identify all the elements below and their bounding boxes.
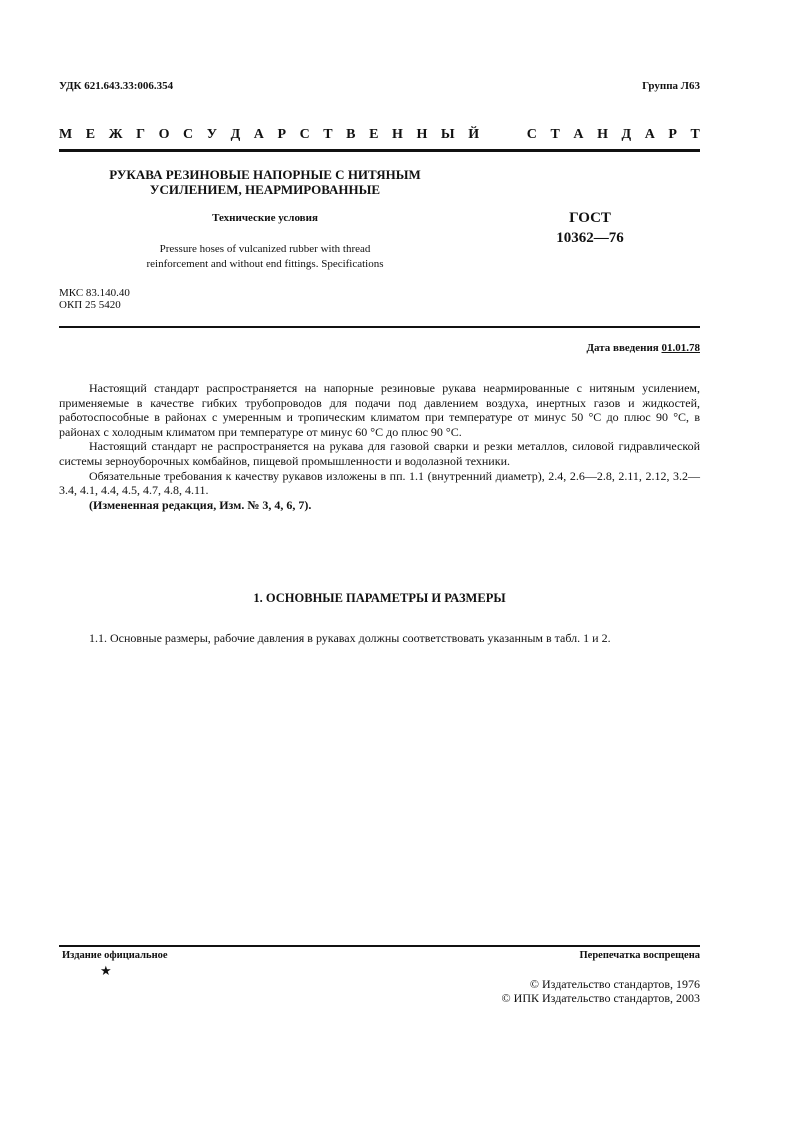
banner-letter: А — [644, 127, 655, 142]
banner-letter: Т — [323, 127, 333, 142]
intro-date — [586, 342, 700, 354]
banner-letter: Н — [391, 127, 403, 142]
copyright-2003: © ИПК Издательство стандартов, 2003 — [501, 991, 700, 1005]
intro-date-value: 01.01.78 — [661, 342, 700, 354]
banner-letter — [493, 127, 497, 143]
banner-letter: Р — [668, 127, 677, 142]
banner-letter: С — [299, 127, 310, 142]
banner-letter: Р — [277, 127, 287, 142]
english-title-line-2: reinforcement and without end fittings. Specifications — [146, 258, 384, 270]
reprint-prohibited-label: Перепечатка воспрещена — [579, 950, 700, 961]
requirements-paragraph: Обязательные требования к качеству рукавов изложены в пп. 1.1 (внутренний диаметр), 2.4, 2.6—2.8, 2.11, 2.12, 3.2—3.4, 4.1, 4.4, 4.5, 4.7, 4.8, 4.11. — [59, 468, 700, 498]
banner-letter: А — [573, 127, 584, 142]
banner-letter: Ы — [440, 127, 455, 142]
banner-letter: Д — [230, 127, 241, 142]
banner-letter: В — [346, 127, 356, 142]
english-title-line-1: Pressure hoses of vulcanized rubber with thread — [159, 243, 371, 255]
banner-letter: Ж — [108, 127, 123, 142]
group-code: Группа Л63 — [642, 80, 700, 92]
mks-code: МКС 83.140.40 — [59, 287, 130, 299]
footer-rule — [59, 945, 700, 947]
intro-date-label: Дата введения — [586, 342, 659, 354]
exclusion-paragraph: Настоящий стандарт не распространяется на рукава для газовой сварки и резки металлов, силовой гидравлической системы зерноуборочных комбайнов, пищевой промышленности и водолазной техники. — [59, 439, 700, 468]
banner-letter: У — [206, 127, 217, 142]
section-1-text — [59, 631, 700, 646]
english-title — [60, 242, 470, 272]
banner-letter: М — [59, 127, 73, 142]
gost-label: ГОСТ — [569, 210, 611, 226]
banner-letter: Т — [690, 127, 700, 142]
banner-letter — [510, 127, 514, 143]
gost-number: 10362—76 — [556, 230, 624, 246]
interstate-standard-banner — [59, 127, 700, 143]
title-line-1: РУКАВА РЕЗИНОВЫЕ НАПОРНЫЕ С НИТЯНЫМ — [109, 167, 421, 182]
banner-letter: Е — [369, 127, 379, 142]
scope-paragraph: Настоящий стандарт распространяется на напорные резиновые рукава неармированные с нитяным усилением, применяемые в качестве гибких трубопроводов для подачи под давлением воздуха, инертных газов и жидкостей, работоспособные в районах с умеренным и тропическим климатом при температуре от минус 50 °С до плюс 90 °С, в районах с холодным климатом при температуре от минус 60 °С до плюс 90 °С. — [59, 381, 700, 439]
copyright-block — [502, 977, 700, 1005]
banner-letter: Н — [597, 127, 608, 142]
banner-letter: С — [183, 127, 194, 142]
official-edition-label: Издание официальное — [62, 950, 168, 961]
banner-letter: С — [526, 127, 537, 142]
okp-code: ОКП 25 5420 — [59, 299, 121, 311]
document-subtitle: Технические условия — [212, 212, 318, 224]
banner-letter: Д — [621, 127, 632, 142]
intro-text — [59, 381, 700, 512]
amendment-note: (Измененная редакция, Изм. № 3, 4, 6, 7). — [89, 497, 312, 512]
banner-letter: О — [158, 127, 170, 142]
banner-letter: Н — [416, 127, 428, 142]
banner-letter: Г — [136, 127, 146, 142]
document-title — [60, 167, 470, 197]
gost-designation — [540, 208, 640, 248]
title-line-2: УСИЛЕНИЕМ, НЕАРМИРОВАННЫЕ — [149, 182, 381, 197]
classification-codes — [59, 287, 130, 311]
banner-letter: Е — [85, 127, 96, 142]
section-1-heading: 1. ОСНОВНЫЕ ПАРАМЕТРЫ И РАЗМЕРЫ — [253, 591, 506, 605]
star-icon: ★ — [100, 963, 112, 978]
udk-code: УДК 621.643.33:006.354 — [59, 80, 174, 92]
banner-letter: А — [253, 127, 264, 142]
banner-letter: Й — [468, 127, 480, 142]
banner-letter: Т — [550, 127, 560, 142]
clause-1-1: 1.1. Основные размеры, рабочие давления в рукавах должны соответствовать указанным в табл. 1 и 2. — [89, 631, 611, 645]
codes-rule — [59, 326, 700, 328]
copyright-1976: © Издательство стандартов, 1976 — [529, 977, 700, 991]
header-rule — [59, 149, 700, 152]
